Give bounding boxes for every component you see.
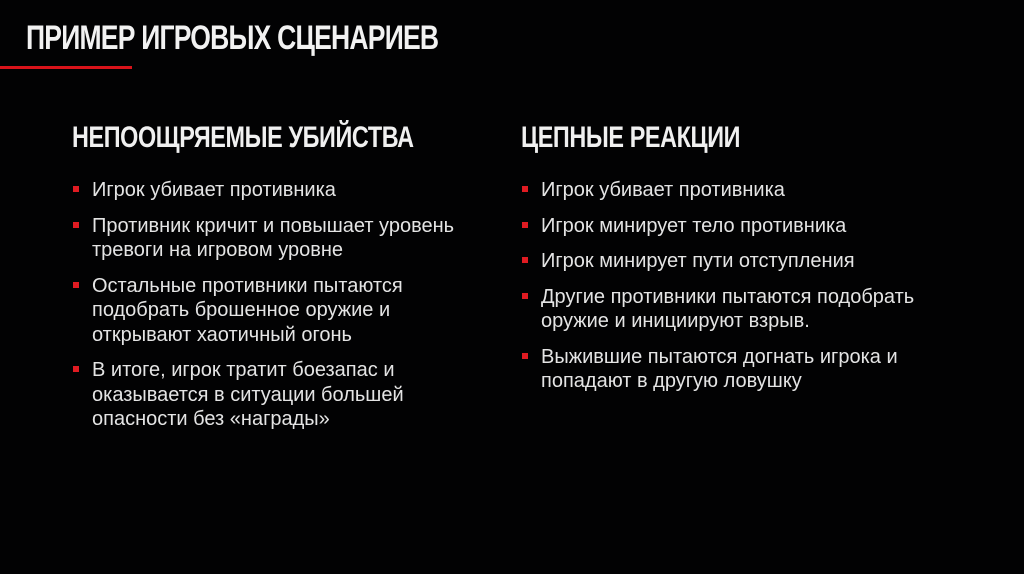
- bullet-item: [521, 178, 961, 203]
- bullet-text: Противник кричит и повышает уровень тревоги на игровом уровне: [92, 214, 455, 261]
- slide-title: ПРИМЕР ИГРОВЫХ СЦЕНАРИЕВ: [26, 19, 439, 57]
- bullet-text: Остальные противники пытаются подобрать брошенное оружие и открывают хаотичный огонь: [92, 274, 403, 346]
- bullet-square-icon: [522, 293, 528, 299]
- bullet-item: [72, 214, 492, 263]
- bullet-item: [72, 358, 492, 432]
- bullet-square-icon: [73, 282, 79, 288]
- bullet-square-icon: [73, 222, 79, 228]
- left-column-heading: НЕПООЩРЯЕМЫЕ УБИЙСТВА: [72, 121, 414, 154]
- bullet-item: [521, 285, 961, 334]
- right-bullet-list: [521, 178, 961, 394]
- title-underline: [0, 66, 132, 69]
- bullet-text: Игрок убивает противника: [541, 179, 785, 201]
- bullet-text: В итоге, игрок тратит боезапас и оказывается в ситуации большей опасности без «награды»: [92, 359, 404, 430]
- bullet-square-icon: [522, 353, 528, 359]
- bullet-item: [521, 214, 961, 239]
- bullet-square-icon: [73, 366, 79, 372]
- bullet-text: Игрок минирует пути отступления: [541, 250, 855, 272]
- bullet-text: Игрок убивает противника: [92, 179, 336, 201]
- bullet-square-icon: [522, 257, 528, 263]
- bullet-square-icon: [522, 222, 528, 228]
- bullet-square-icon: [73, 186, 79, 192]
- bullet-text: Другие противники пытаются подобрать оружие и инициируют взрыв.: [541, 285, 915, 332]
- left-bullet-list: [72, 178, 492, 432]
- bullet-item: [521, 345, 961, 394]
- bullet-item: [521, 249, 961, 274]
- left-column: [72, 118, 492, 443]
- bullet-item: [72, 178, 492, 203]
- right-column: [521, 118, 961, 405]
- bullet-item: [72, 274, 492, 348]
- bullet-square-icon: [522, 186, 528, 192]
- bullet-text: Игрок минирует тело противника: [541, 214, 847, 237]
- right-column-heading: ЦЕПНЫЕ РЕАКЦИИ: [521, 121, 741, 154]
- bullet-text: Выжившие пытаются догнать игрока и попадают в другую ловушку: [541, 345, 898, 392]
